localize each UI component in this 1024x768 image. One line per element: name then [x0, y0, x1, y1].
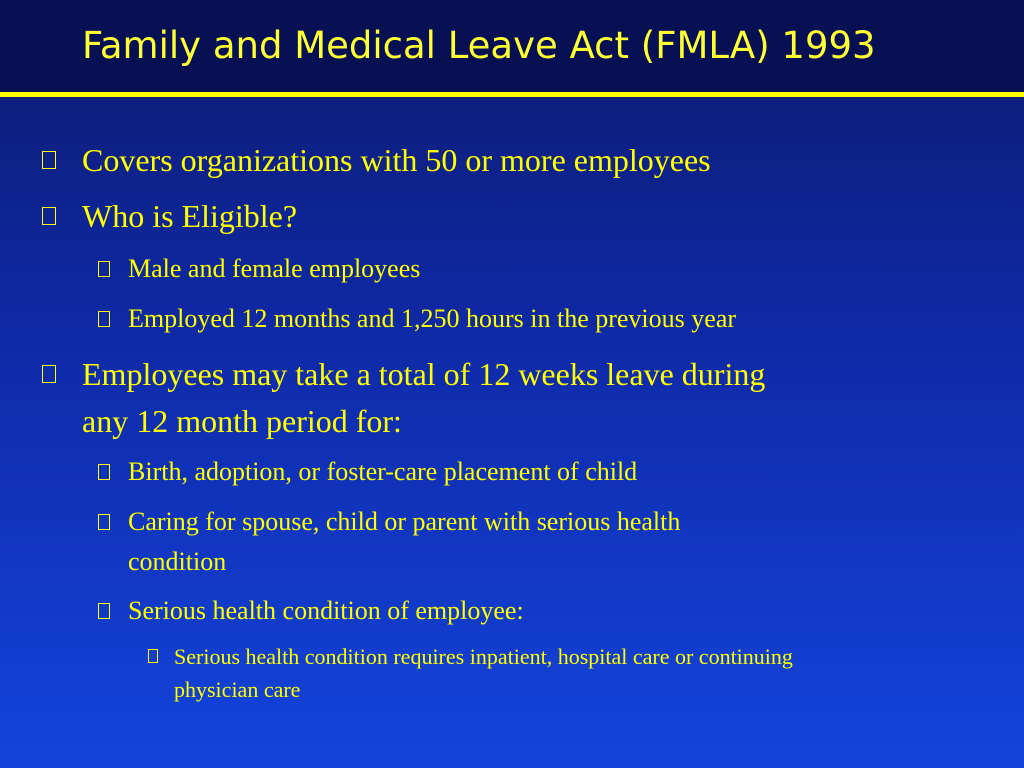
bullet-text: Birth, adoption, or foster-care placement of child [128, 457, 638, 486]
bullet-text-line2: physician care [174, 677, 301, 702]
bullet-text: Serious health condition of employee: [128, 596, 524, 625]
bullet-eligible [82, 194, 297, 238]
bullet-text-line1: Caring for spouse, child or parent with serious health [128, 507, 681, 536]
bullet-text: Covers organizations with 50 or more employees [82, 142, 711, 178]
bullet-covers [82, 138, 711, 182]
square-bullet-icon [42, 207, 56, 225]
bullet-text-line2: any 12 month period for: [82, 403, 402, 439]
square-bullet-icon [98, 261, 110, 277]
square-bullet-icon [98, 514, 110, 530]
sub-bullet-caring-continuation [128, 542, 226, 582]
bullet-leave-continuation [82, 399, 402, 443]
title-divider [0, 92, 1024, 97]
sub-bullet-birth [128, 452, 637, 492]
square-bullet-icon [98, 464, 110, 480]
square-bullet-icon [42, 365, 56, 383]
square-bullet-icon [42, 151, 56, 169]
sub-bullet-serious [128, 591, 524, 631]
sub-sub-bullet-serious-requirement [174, 640, 793, 673]
bullet-text-line2: condition [128, 547, 227, 576]
bullet-text-line1: Serious health condition requires inpatient, hospital care or continuing [174, 644, 793, 669]
sub-sub-bullet-serious-requirement-continuation [174, 673, 300, 706]
square-bullet-icon [98, 311, 110, 327]
sub-bullet-caring [128, 502, 680, 542]
bullet-text: Employed 12 months and 1,250 hours in the previous year [128, 304, 737, 333]
bullet-leave [82, 352, 765, 396]
bullet-text-line1: Employees may take a total of 12 weeks leave during [82, 356, 766, 392]
sub-bullet-employed [128, 299, 736, 339]
slide-title: Family and Medical Leave Act (FMLA) 1993 [82, 24, 876, 67]
bullet-text: Who is Eligible? [82, 198, 298, 234]
sub-bullet-male-female [128, 249, 420, 289]
bullet-text: Male and female employees [128, 254, 421, 283]
square-bullet-icon [148, 649, 158, 663]
square-bullet-icon [98, 603, 110, 619]
title-bar [0, 0, 1024, 92]
